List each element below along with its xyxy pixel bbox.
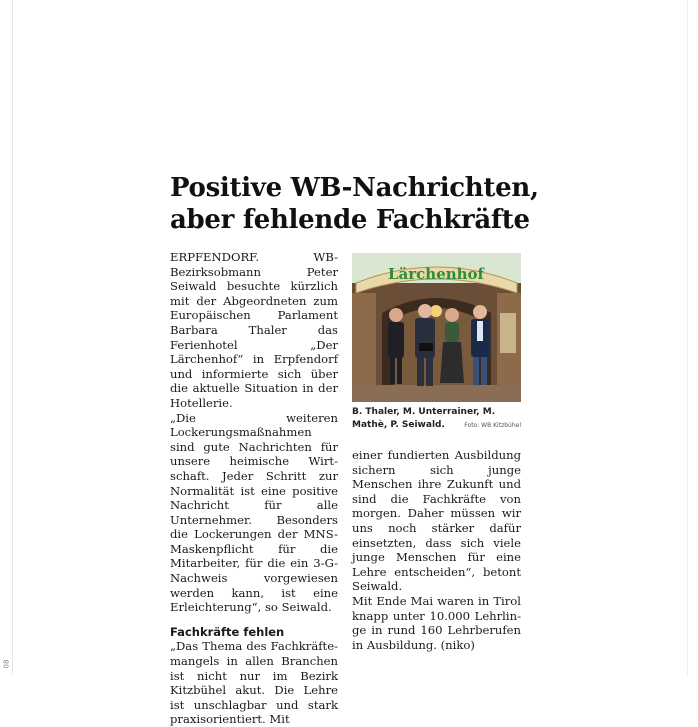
article-column-left	[170, 250, 338, 727]
dateline: ERPFENDORF.	[170, 250, 260, 264]
article-paragraph: Mit Ende Mai waren in Tirol knapp unter 10.000 Lehrlinge in rund 160 Lehrberufen in Ausbildung. (niko)	[352, 593, 521, 652]
article-headline: Positive WB-Nachrichten, aber fehlende Fachkräfte	[170, 173, 539, 235]
photo-illustration	[352, 253, 521, 402]
page-right-edge	[687, 0, 688, 675]
article-column-right	[352, 448, 521, 652]
photo-caption	[352, 406, 521, 432]
photo-credit: Foto: WB Kitzbühel	[464, 422, 521, 429]
sign-text: Lärchenhof	[387, 265, 485, 283]
article-paragraph: „Die weiteren Lockerungsmaßnahmen sind gute Nachrichten für unsere heimische Wirtschaft. Jeder Schritt zur Normalität ist eine positive Nachricht für alle Unternehmer. Besonders die Lockerungen der MNS-Maskenpflicht für die Mitarbeiter, für die ein 3-G-Nachweis vorgewiesen werden kann, ist eine Erleichterung“, so Seiwald.	[170, 410, 338, 615]
caption-text: B. Thaler, M. Unterrainer, M. Mathè, P. Seiwald.	[352, 407, 496, 430]
article-paragraph: einer fundierten Ausbildung sichern sich junge Menschen ihre Zukunft und sind die Fachkräfte von morgen. Daher müssen wir uns noch stärker dafür einsetzten, dass sich viele junge Menschen für eine Lehre entscheiden“, betont Seiwald.	[352, 448, 521, 594]
article-paragraph: „Das Thema des Fachkräftemangels in allen Branchen ist nicht nur im Bezirk Kitzbühel akut. Die Lehre ist unschlagbar und stark praxisorientiert. Mit	[170, 639, 338, 727]
article-photo	[352, 253, 521, 402]
section-subhead: Fachkräfte fehlen	[170, 624, 285, 639]
margin-label: 08	[2, 659, 11, 669]
page-left-edge	[12, 0, 13, 675]
article-paragraph	[170, 250, 338, 411]
paragraph-text: WB-Bezirksobmann Peter Seiwald besuchte kürzlich mit der Abgeordneten zum Europäischen Parlament Barbara Thaler das Ferienhotel „Der Lärchenhof“ in Erpfendorf und informierte sich über die aktuelle Situation in der Hotellerie.	[170, 250, 338, 410]
